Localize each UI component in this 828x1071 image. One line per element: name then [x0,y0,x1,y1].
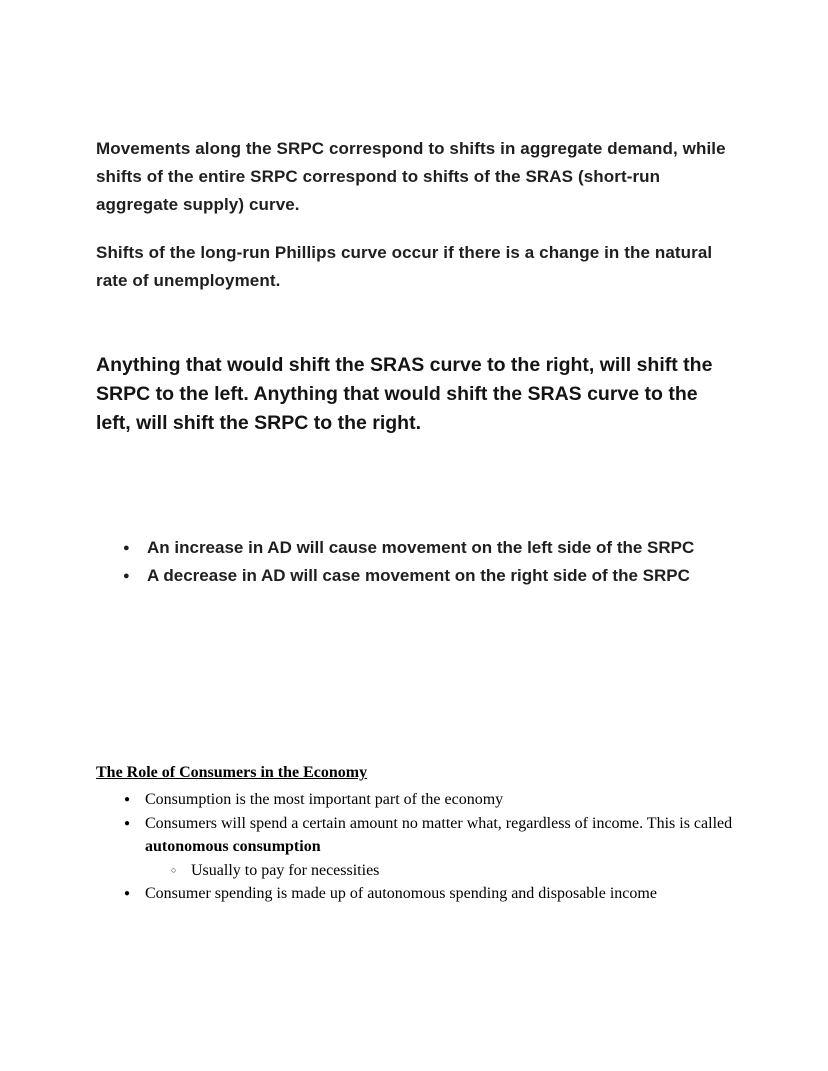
bullet-icon: ● [124,794,131,805]
list-item-text: Consumer spending is made up of autonomous spending and disposable income [145,885,657,902]
paragraph-lrpc-shifts: Shifts of the long-run Phillips curve occur if there is a change in the natural rate of unemployment. [96,243,713,290]
paragraph-sras-srpc-emphasis: Anything that would shift the SRAS curve to the right, will shift the SRPC to the left. Anything that would shift the SRAS curve to the left, will shift the SRPC to the right. [96,354,713,434]
bullet-icon: ● [124,888,131,899]
list-item-text [145,812,733,859]
list-item [96,534,733,562]
list-item [96,882,733,906]
list-item-text: A decrease in AD will case movement on the right side of the SRPC [147,566,690,585]
list-item-text: An increase in AD will cause movement on the left side of the SRPC [147,538,695,557]
bullet-icon: ● [124,817,131,829]
bullet-icon: ● [123,542,130,554]
list-item [96,562,733,590]
list-item-text-prefix: Consumers will spend a certain amount no matter what, regardless of income. This is called [145,814,733,832]
consumers-section-heading: The Role of Consumers in the Economy [96,764,368,781]
hollow-bullet-icon: ○ [171,864,177,875]
list-item-text: Consumption is the most important part of the economy [145,791,504,808]
sub-list-item [96,859,733,883]
ad-bullet-list [96,534,733,590]
list-item-text: Usually to pay for necessities [191,861,380,879]
list-item [96,812,733,859]
list-item [96,788,733,812]
autonomous-consumption-term: autonomous consumption [145,838,321,855]
bullet-icon: ● [123,570,130,582]
paragraph-srpc-movements: Movements along the SRPC correspond to shifts in aggregate demand, while shifts of the entire SRPC correspond to shifts of the SRAS (short-run aggregate supply) curve. [96,139,726,214]
consumers-bullet-list [96,788,733,906]
